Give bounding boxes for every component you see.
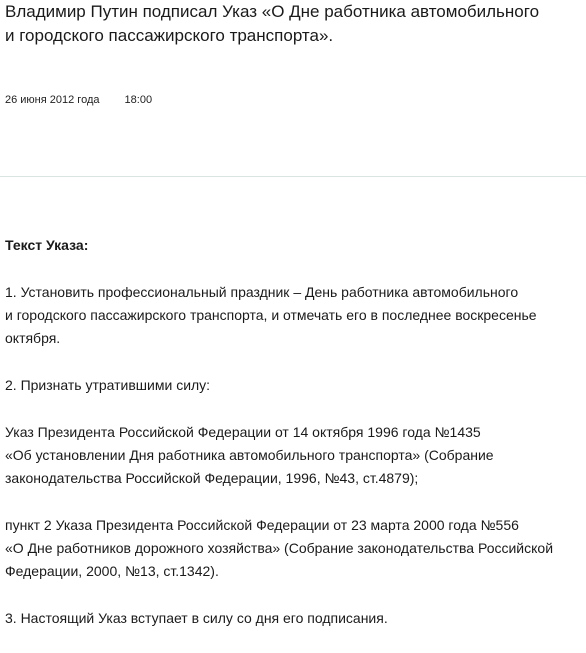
paragraph-line: октября. [5,330,61,346]
paragraph-line: 1. Установить профессиональный праздник – День работника автомобильного [5,284,519,300]
decree-paragraph-5 [5,607,583,630]
article-date: 26 июня 2012 года [5,94,100,106]
article-body [5,234,583,653]
article-time: 18:00 [124,94,153,106]
paragraph-line: и городского пассажирского транспорта, и отмечать его в последнее воскресенье [5,307,537,323]
decree-heading [5,234,583,257]
paragraph-line: «Об установлении Дня работника автомобильного транспорта» (Собрание [5,447,494,463]
article-title-line: и городского пассажирского транспорта». [5,26,334,45]
paragraph-line: «О Дне работников дорожного хозяйства» (Собрание законодательства Российской [5,540,554,556]
paragraph-line: 3. Настоящий Указ вступает в силу со дня его подписания. [5,610,388,626]
paragraph-line: Указ Президента Российской Федерации от 14 октября 1996 года №1435 [5,424,481,440]
paragraph-line: Федерации, 2000, №13, ст.1342). [5,563,219,579]
divider [0,176,586,177]
decree-paragraph-1 [5,281,583,350]
decree-paragraph-2 [5,374,583,397]
decree-paragraph-4 [5,514,583,583]
decree-heading-text: Текст Указа: [5,237,89,253]
article-meta [5,93,152,107]
paragraph-line: пункт 2 Указа Президента Российской Федерации от 23 марта 2000 года №556 [5,517,519,533]
article-title [5,0,581,48]
paragraph-line: законодательства Российской Федерации, 1996, №43, ст.4879); [5,470,419,486]
article-title-line: Владимир Путин подписал Указ «О Дне работника автомобильного [5,2,540,21]
decree-paragraph-3 [5,421,583,490]
paragraph-line: 2. Признать утратившими силу: [5,377,211,393]
